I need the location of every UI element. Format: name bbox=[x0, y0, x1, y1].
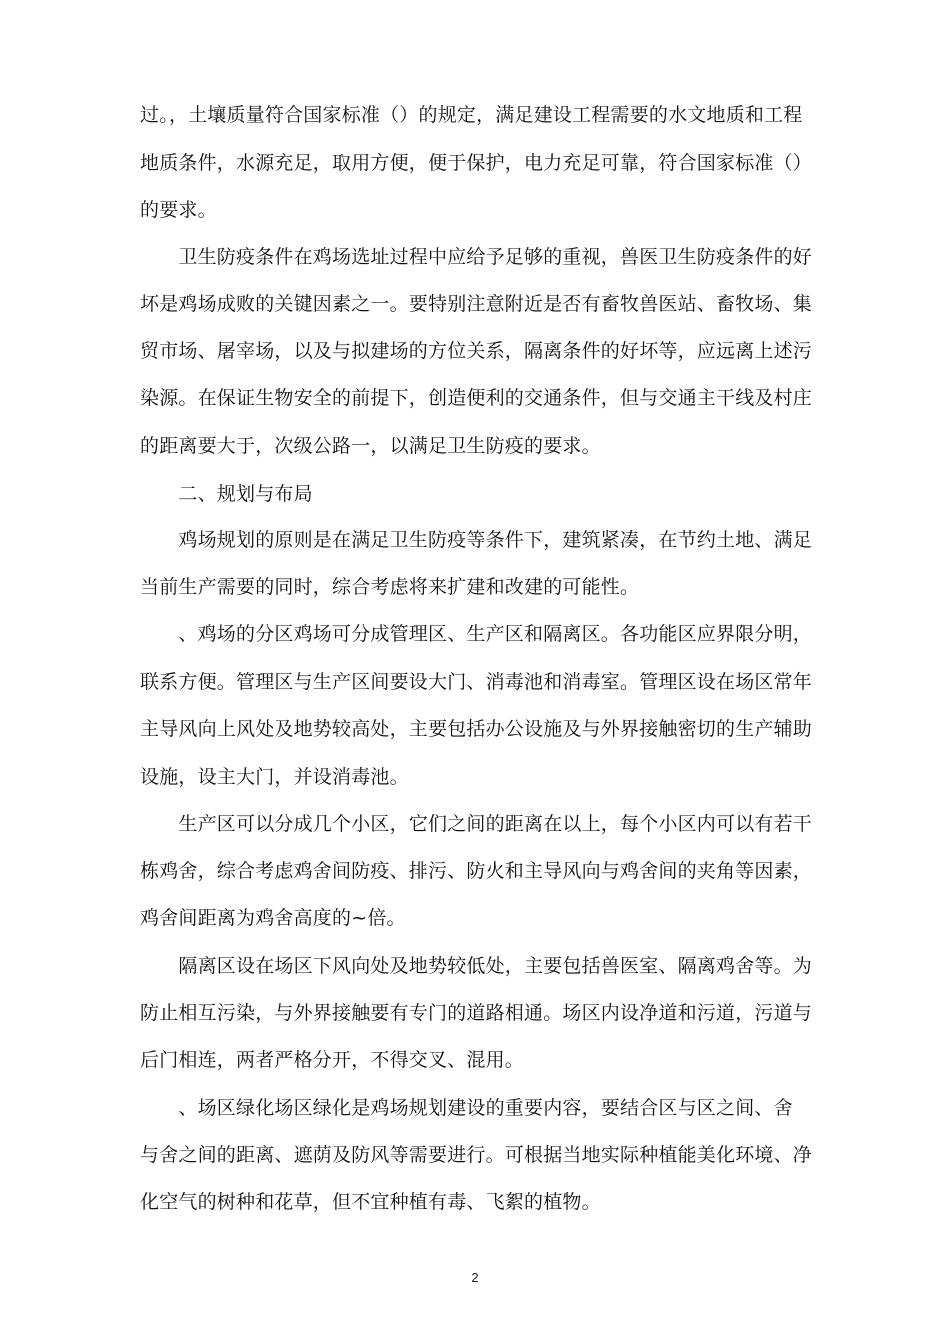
text-line: 过。，土壤质量符合国家标准（）的规定，满足建设工程需要的水文地质和工程 bbox=[140, 104, 803, 126]
text-line: 的距离要大于，次级公路一，以满足卫生防疫的要求。 bbox=[140, 435, 601, 457]
text-line: 设施，设主大门，并设消毒池。 bbox=[140, 766, 409, 788]
text-line: 后门相连，两者严格分开，不得交叉、混用。 bbox=[140, 1049, 525, 1071]
text-line: 隔离区设在场区下风向处及地势较低处，主要包括兽医室、隔离鸡舍等。为 bbox=[140, 955, 813, 977]
text-line: 鸡舍间距离为鸡舍高度的~倍。 bbox=[140, 907, 406, 929]
text-line: 栋鸡舍，综合考虑鸡舍间防疫、排污、防火和主导风向与鸡舍间的夹角等因素， bbox=[140, 860, 813, 882]
text-line: 与舍之间的距离、遮荫及防风等需要进行。可根据当地实际种植能美化环境、净 bbox=[140, 1144, 813, 1166]
text-line: 防止相互污染，与外界接触要有专门的道路相通。场区内设净道和污道，污道与 bbox=[140, 1002, 813, 1024]
text-line: 当前生产需要的同时，综合考虑将来扩建和改建的可能性。 bbox=[140, 576, 640, 598]
text-line: 坏是鸡场成败的关键因素之一。要特别注意附近是否有畜牧兽医站、畜牧场、集 bbox=[140, 293, 813, 315]
text-line: 生产区可以分成几个小区，它们之间的距离在以上，每个小区内可以有若干 bbox=[140, 813, 813, 835]
text-line: 卫生防疫条件在鸡场选址过程中应给予足够的重视，兽医卫生防疫条件的好 bbox=[140, 246, 813, 268]
text-line: 、场区绿化场区绿化是鸡场规划建设的重要内容，要结合区与区之间、舍 bbox=[140, 1097, 793, 1119]
page-number: 2 bbox=[471, 1270, 479, 1285]
text-line: 联系方便。管理区与生产区间要设大门、消毒池和消毒室。管理区设在场区常年 bbox=[140, 671, 813, 693]
section-heading: 二、规划与布局 bbox=[140, 483, 313, 505]
text-line: 的要求。 bbox=[140, 199, 217, 221]
text-line: 染源。在保证生物安全的前提下，创造便利的交通条件，但与交通主干线及村庄 bbox=[140, 387, 813, 409]
text-line: 地质条件，水源充足，取用方便，便于保护，电力充足可靠，符合国家标准（） bbox=[140, 152, 813, 174]
text-line: 化空气的树种和花草，但不宜种植有毒、飞絮的植物。 bbox=[140, 1191, 601, 1213]
text-line: 贸市场、屠宰场，以及与拟建场的方位关系，隔离条件的好坏等，应远离上述污 bbox=[140, 340, 813, 362]
text-line: 鸡场规划的原则是在满足卫生防疫等条件下，建筑紧凑，在节约土地、满足 bbox=[140, 529, 813, 551]
text-line: 、鸡场的分区鸡场可分成管理区、生产区和隔离区。各功能区应界限分明， bbox=[140, 623, 813, 645]
text-line: 主导风向上风处及地势较高处，主要包括办公设施及与外界接触密切的生产辅助 bbox=[140, 718, 813, 740]
